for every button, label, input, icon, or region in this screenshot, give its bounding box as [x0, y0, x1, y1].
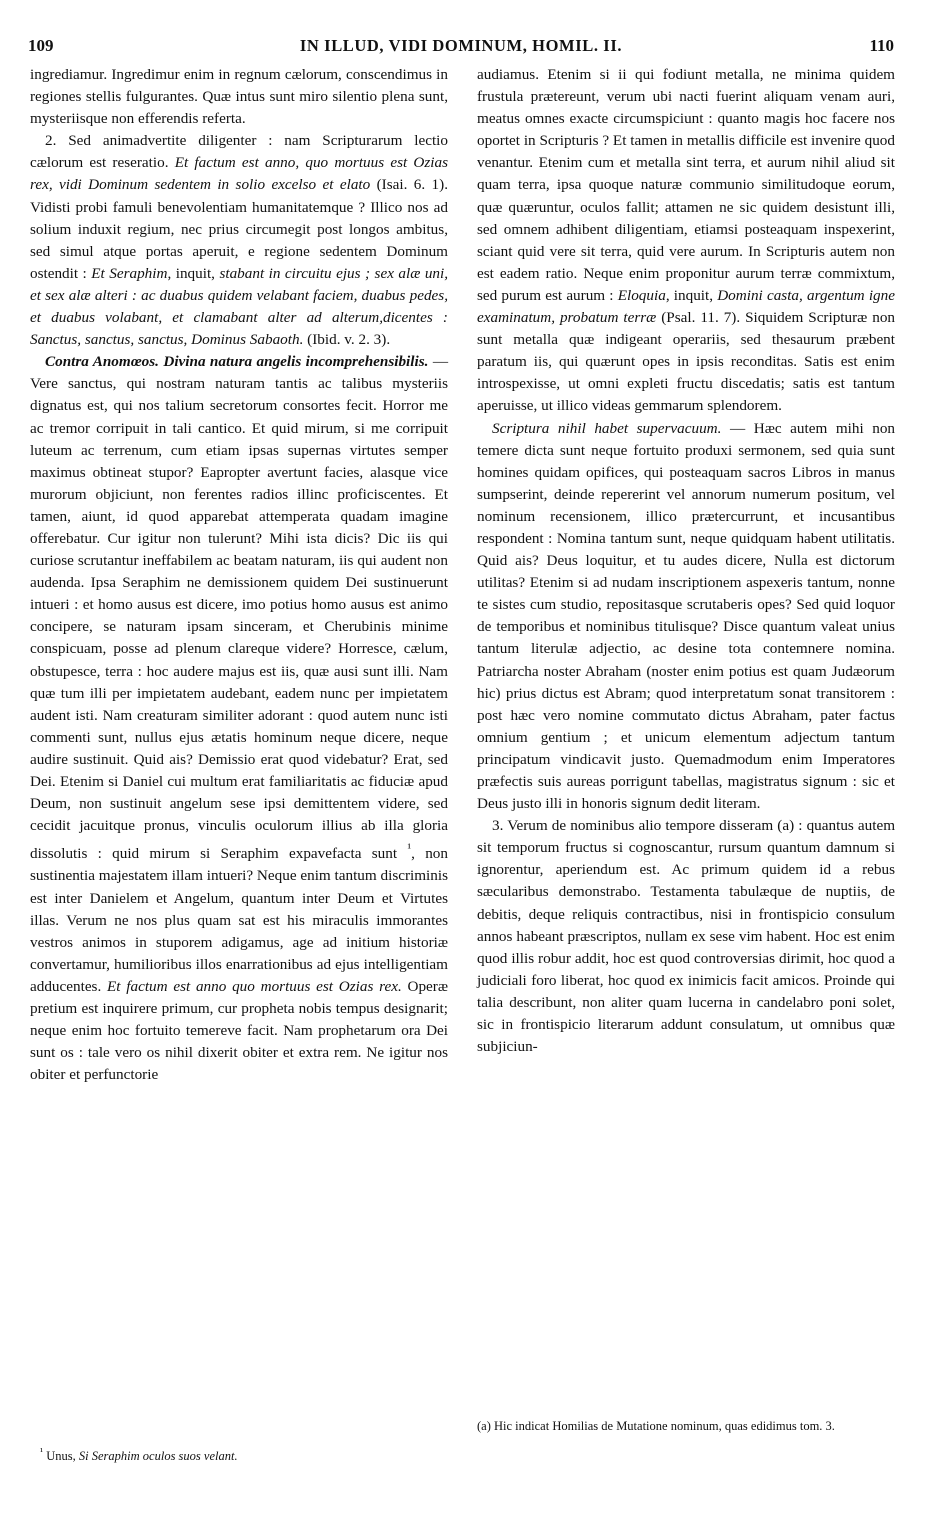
- paragraph-3: [30, 351, 448, 1086]
- footnote-marker[interactable]: ¹: [407, 841, 412, 856]
- page-number-right: 110: [869, 36, 894, 55]
- paragraph: [30, 64, 448, 130]
- paragraph-2: [477, 418, 895, 816]
- footnote-marker[interactable]: (a): [777, 817, 795, 835]
- paragraph-2: [30, 130, 448, 351]
- page-number-left: 109: [28, 36, 54, 55]
- paragraph-text: 2. Sed animadvertite diligenter : nam Scripturarum lectio cælorum est reseratio.: [30, 132, 448, 172]
- footnote-right: [477, 1418, 895, 1434]
- footnote-text-italic: Si Seraphim oculos suos velant.: [78, 1449, 238, 1464]
- scripture-quote: Et factum est anno quo mortuus est Ozias rex.: [107, 977, 402, 995]
- paragraph-text: Siquidem Scripturæ non sunt metalla quæ indigeant operariis, sed thesaurum præbent paratum iis, qui quærunt opes in ipsis reconditas. Satis est enim introspexisse, ut omni expleti fructu discedatis; satis est tantum aperuisse, ut illico videas gemmarum splendorem.: [477, 309, 896, 415]
- scripture-reference: (Psal. 11. 7).: [661, 309, 741, 327]
- left-column: [30, 64, 448, 1086]
- paragraph-text: — Vere sanctus, qui nostram naturam tantis ac talibus mysteriis dignatus est, qui nos talium secretorum consortes fecit. Horror me ac tremor corripuit in tali cantico. Et quid mirum, si me corripuit luteum ac terrenum, cum etiam ipsas supernas virtutes semper maximus obtineat stupor? Eapropter avertunt facies, alasque vice murorum objiciunt, non ferentes radios illinc proficiscentes. Et tamen, aiunt, id quod apparebat attemperata quadam imagine offerebatur. Cur igitur non tulerunt? Mihi ista dicis? Dic iis qui curiose scrutantur ineffabilem ac beatam naturam, iis qui audent non audenda. Ipsa Seraphim ne demissionem quidem Dei sustinuerunt intueri : et homo ausus est dicere, imo potius homo ausus est animo concipere, se naturam ipsam sinceram, et Cherubinis minime conspicuam, posse ad plenum clareque videre? Horresce, cælum, obstupesce, terra : hoc audere majus est iis, quæ ausi sunt illi. Nam quæ tum illi per impietatem audebant, eadem nunc per impietatem audent isti. Nam creaturam similiter adorant : quod autem nunc isti commenti sunt, nullus ejus ætatis hominum neque dicere, neque audire sustinuit. Quid ais? Demissio erat quod videbatur? Erat, sed Dei. Etenim si Daniel cui multum erat familiaritatis ac fiduciæ apud Deum, non sustinuit angelum sese ipsi demittentem videre, sed cecidit jacuitque pronus, vinculis oculorum illius ab illa gloria dissolutis : quid mirum si Seraphim expavefacta sunt: [30, 353, 448, 863]
- scripture-quote: Et factum est anno, quo mortuus est Ozias rex, vidi Dominum sedentem in solio excelso et elato: [30, 154, 448, 194]
- scripture-quote: Eloquia: [617, 286, 666, 304]
- scripture-quote: Et Seraphim: [91, 264, 168, 282]
- paragraph-text: ingrediamur. Ingredimur enim in regnum cælorum, conscendimus in regiones stellis fulgurantes. Quæ intus sunt miro silentio plena sunt, mysteriisque non efferendis referta.: [30, 66, 448, 128]
- paragraph-text: : quantus autem sit temporum fructus si cognoscantur, rursum quantum damnum si ignorentur, aperiendum est. Ac primum quidem id a rebus sæcularibus demonstrabo. Testamenta tabulæque de nuptiis, de debitis, deque reliquis contractibus, nisi in frontispicio consulum annos habeant præscriptos, nullam ex sese vim habent. Hoc est enim quod illis robur addit, hoc est quod controversias dirimit, hoc quod a judiciali foro liberat, hoc quod ex inimicis facit amicos. Proinde qui talia describunt, non aliter quam lucerna in candelabro poni solet, sic in frontispicio literarum addunt consulatum, ut omnibus quæ subjiciun-: [477, 817, 896, 1056]
- paragraph-text: audiamus. Etenim si ii qui fodiunt metalla, ne minima quidem frustula prætereunt, verum ubi nacti fuerint aliquam venam auri, meatus omnes exacte circumspiciunt : quanto magis hoc facere nos oportet in Scripturis ? Et tamen in metallis difficile est invenire quod venantur. Etenim cum et metalla sint terra, et aurum nihil aliud sit quam terra, ipsa quoque naturæ communio similitudoque eorum, quæ quæruntur, oculos fallit; attamen ne sic quidem desistunt illi, sed omnem adhibent diligentiam, etiamsi posteaquam inspexerint, sciant quid vere sit terra, quid vere aurum. In Scripturis autem non est eadem ratio. Neque enim proponitur aurum terræ commixtum, sed purum est aurum :: [477, 66, 895, 304]
- footnote-text: Unus,: [46, 1449, 76, 1464]
- paragraph-text: Operæ pretium est inquirere primum, cur propheta nobis tempus designarit; neque enim hoc fortuito temereve facit. Nam prophetarum ora Dei sunt os : tale vero os nihil dixerit obiter et extra rem. Ne igitur nos obiter et perfunctorie: [30, 977, 448, 1084]
- paragraph-text: — Hæc autem mihi non temere dicta sunt neque fortuito produxi sermonem, sed quia sunt homines quidam opifices, qui posteaquam sacros Libros in manus sumpserint, deinde repererint vel annorum numerum positum, vel nominum recensionem, illico prætercurrunt, et incusantibus respondent : Nomina tantum sunt, neque quidquam habent utilitatis. Quid ais? Deus loquitur, et tu audes dicere, Nulla est dictorum utilitas? Etenim si ad nudam inscriptionem aspexeris tantum, nonne te sistes cum studio, repositasque scrutaberis opes? Sed quid loquor de temporibus et nominibus titulisque? Disce quantum valeat unius tantum literulæ adjectio, ac desine tota contemnere nomina. Patriarcha noster Abraham (noster enim potius est quam Judæorum hic) prius dictus est Abram; quod interpretatum sonat transitorem : post hæc vero nomine commutato dictus Abraham, pater factus omnium gentium ; et unicum elementum adjectum tantum principatum vindicavit justo. Quemadmodum enim Imperatores præfectis suis aureas porrigunt tabellas, magistratus signum : sic et Deus justo illi in honoris signum dedit literam.: [477, 419, 896, 813]
- inline-text: , inquit,: [167, 264, 215, 282]
- scripture-quote: Domini casta, argentum igne examinatum, probatum terræ: [477, 286, 895, 327]
- footnote-left: [40, 1445, 450, 1464]
- section-heading: Scriptura nihil habet supervacuum.: [492, 419, 722, 437]
- paragraph-3: [477, 815, 895, 1058]
- running-header: [22, 36, 900, 60]
- footnote-number: ¹: [40, 1447, 44, 1458]
- right-column: [477, 64, 895, 1058]
- running-title: IN ILLUD, VIDI DOMINUM, HOMIL. II.: [299, 36, 623, 55]
- inline-text: , inquit,: [665, 286, 714, 304]
- scripture-reference: (Ibid. v. 2. 3).: [307, 331, 391, 349]
- section-heading: Contra Anomœos. Divina natura angelis incomprehensibilis.: [45, 353, 429, 371]
- footnote-text: Hic indicat Homilias de Mutatione nominum, quas edidimus tom. 3.: [494, 1419, 835, 1433]
- footnote-number: (a): [477, 1419, 491, 1433]
- paragraph: [477, 64, 895, 418]
- scripture-quote: stabant in circuitu ejus ; sex alæ uni, et sex alæ alteri : ac duabus quidem velabant faciem, duabus pedes, et duabus volabant, et clamabant alter ad alterum,dicentes : Sanctus, sanctus, sanctus, Dominus Sabaoth.: [30, 264, 449, 349]
- paragraph-text: 3. Verum de nominibus alio tempore disseram: [492, 817, 774, 835]
- paragraph-text: Vidisti probi famuli benevolentiam humanitatemque ? Illico nos ad solium induxit regium, nec prius circumegit post longos ambitus, sed simul atque portas aperuit, e regione sedentem Dominum ostendit :: [30, 198, 448, 282]
- paragraph-text: , non sustinentia majestatem illam intueri? Neque enim tantum discriminis est inter Danielem et Angelum, quantum inter Deum et Virtutes illas. Verum ne nos plus quam sat est his miraculis immorantes vestros animos in stuporem adigamus, age ad initium historiæ convertamur, humilioribus illos enarrationibus ad ejus intelligentiam adducentes.: [30, 845, 448, 995]
- scripture-reference: (Isai. 6. 1).: [376, 176, 449, 194]
